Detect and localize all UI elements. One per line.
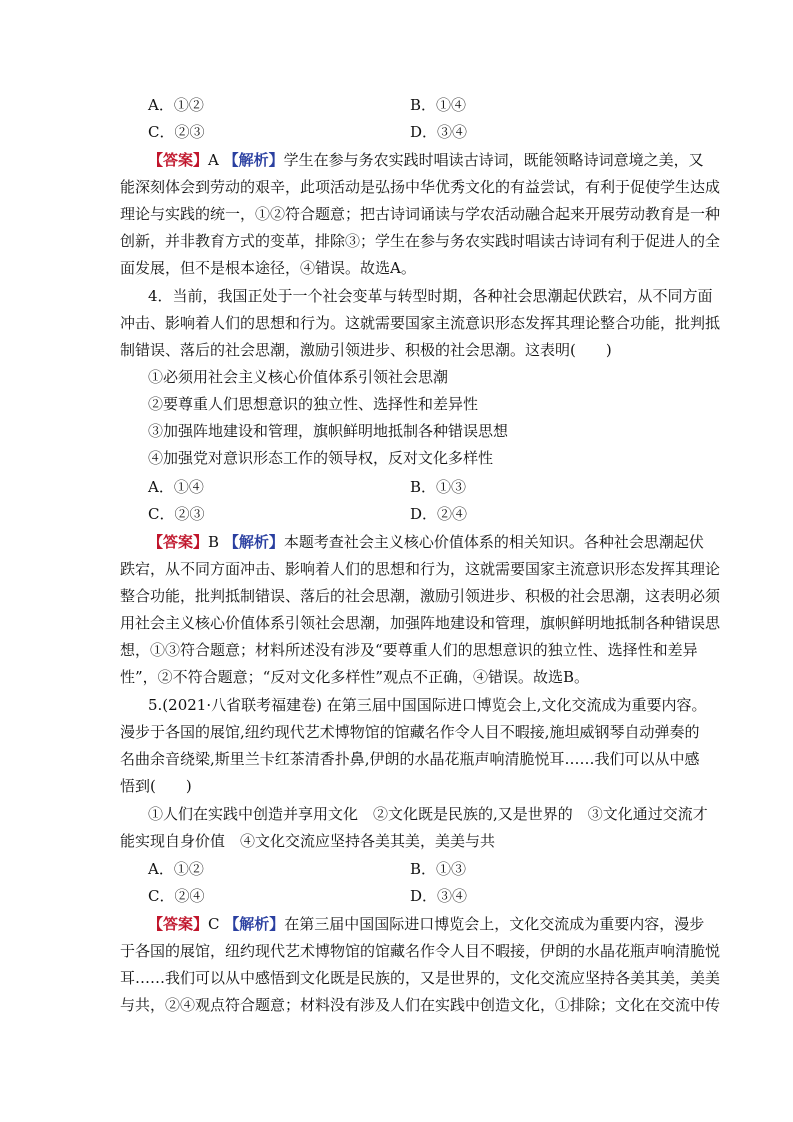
- q4-stem-line: 冲击、影响着人们的思想和行为。这就需要国家主流意识形态发挥其理论整合功能，批判抵: [120, 314, 721, 332]
- explanation-text: 学生在参与务农实践时唱读古诗词，既能领略诗词意境之美，又: [283, 151, 704, 169]
- q3-explanation-line: 创新，并非教育方式的变革，排除③；学生在参与务农实践时唱读古诗词有利于促进人的全: [120, 232, 721, 250]
- explanation-text: 在第三届中国国际进口博览会上，文化交流成为重要内容，漫步: [284, 915, 705, 933]
- q5-explanation-line: 耳……我们可以从中感悟到文化既是民族的，又是世界的，文化交流应坚持各美其美，美美: [120, 969, 721, 987]
- q5-option-b: B．①③: [410, 860, 467, 878]
- q4-statement-2: ②要尊重人们思想意识的独立性、选择性和差异性: [148, 395, 479, 413]
- q5-option-d: D．③④: [410, 887, 468, 905]
- q3-explanation-line: 面发展，但不是根本途径，④错误。故选A。: [120, 259, 416, 277]
- answer-value: B: [208, 533, 220, 551]
- q5-statements-line: 能实现自身价值 ④文化交流应坚持各美其美，美美与共: [120, 832, 496, 850]
- explanation-tag: 【解析】: [223, 151, 284, 169]
- q4-explanation-line: 用社会主义核心价值体系引领社会思潮，加强阵地建设和管理，旗帜鲜明地抵制各种错误思: [120, 614, 721, 632]
- q4-answer-line: [148, 532, 704, 554]
- q5-stem-line: 名曲余音绕梁,斯里兰卡红茶清香扑鼻,伊朗的水晶花瓶声响清脆悦耳……我们可以从中感: [120, 750, 700, 768]
- answer-tag: 【答案】: [148, 533, 209, 551]
- q5-explanation-line: 于各国的展馆，纽约现代艺术博物馆的馆藏名作令人目不暇接，伊朗的水晶花瓶声响清脆悦: [120, 942, 721, 960]
- q4-explanation-line: 整合功能，批判抵制错误、落后的社会思潮，激励引领进步、积极的社会思潮，这表明必须: [120, 587, 721, 605]
- explanation-text: 本题考查社会主义核心价值体系的相关知识。各种社会思潮起伏: [283, 533, 704, 551]
- answer-tag: 【答案】: [148, 915, 209, 933]
- answer-value: A: [208, 151, 219, 169]
- q3-option-c: C．②③: [148, 123, 205, 141]
- q4-statement-1: ①必须用社会主义核心价值体系引领社会思潮: [148, 368, 449, 386]
- q5-option-a: A．①②: [148, 860, 204, 878]
- q5-stem-line: 悟到( ): [120, 777, 192, 795]
- q4-explanation-line: 性”，②不符合题意；“反对文化多样性”观点不正确，④错误。故选B。: [120, 668, 590, 686]
- answer-tag: 【答案】: [148, 151, 209, 169]
- q3-explanation-line: 理论与实践的统一，①②符合题意；把古诗词诵读与学农活动融合起来开展劳动教育是一种: [120, 205, 721, 223]
- q5-stem-line: 5.(2021·八省联考福建卷) 在第三届中国国际进口博览会上,文化交流成为重要内容。: [148, 696, 707, 714]
- q4-option-c: C．②③: [148, 505, 205, 523]
- q4-statement-4: ④加强党对意识形态工作的领导权，反对文化多样性: [148, 449, 494, 467]
- answer-value: C: [208, 915, 220, 933]
- q4-explanation-line: 跌宕，从不同方面冲击、影响着人们的思想和行为，这就需要国家主流意识形态发挥其理论: [120, 560, 721, 578]
- q4-option-b: B．①③: [410, 478, 467, 496]
- q3-option-d: D．③④: [410, 123, 468, 141]
- q4-option-d: D．②④: [410, 505, 468, 523]
- q4-stem-line: 制错误、落后的社会思潮，激励引领进步、积极的社会思潮。这表明( ): [120, 341, 612, 359]
- q3-option-b: B．①④: [410, 96, 467, 114]
- q5-stem-line: 漫步于各国的展馆,纽约现代艺术博物馆的馆藏名作令人目不暇接,施坦威钢琴自动弹奏的: [120, 723, 700, 741]
- q5-statements-line: ①人们在实践中创造并享用文化 ②文化既是民族的,又是世界的 ③文化通过交流才: [148, 805, 708, 823]
- q5-explanation-line: 与共，②④观点符合题意；材料没有涉及人们在实践中创造文化，①排除；文化在交流中传: [120, 996, 721, 1014]
- q4-explanation-line: 想，①③符合题意；材料所述没有涉及“要尊重人们的思想意识的独立性、选择性和差异: [120, 641, 698, 659]
- q3-answer-line: [148, 150, 704, 172]
- q5-answer-line: [148, 914, 704, 936]
- q4-option-a: A．①④: [148, 478, 204, 496]
- q5-option-c: C．②④: [148, 887, 205, 905]
- explanation-tag: 【解析】: [224, 915, 285, 933]
- q3-option-a: A．①②: [148, 96, 204, 114]
- explanation-tag: 【解析】: [223, 533, 284, 551]
- q4-stem-line: 4．当前，我国正处于一个社会变革与转型时期，各种社会思潮起伏跌宕，从不同方面: [148, 287, 713, 305]
- q3-explanation-line: 能深刻体会到劳动的艰辛，此项活动是弘扬中华优秀文化的有益尝试，有利于促使学生达成: [120, 178, 721, 196]
- q4-statement-3: ③加强阵地建设和管理，旗帜鲜明地抵制各种错误思想: [148, 422, 509, 440]
